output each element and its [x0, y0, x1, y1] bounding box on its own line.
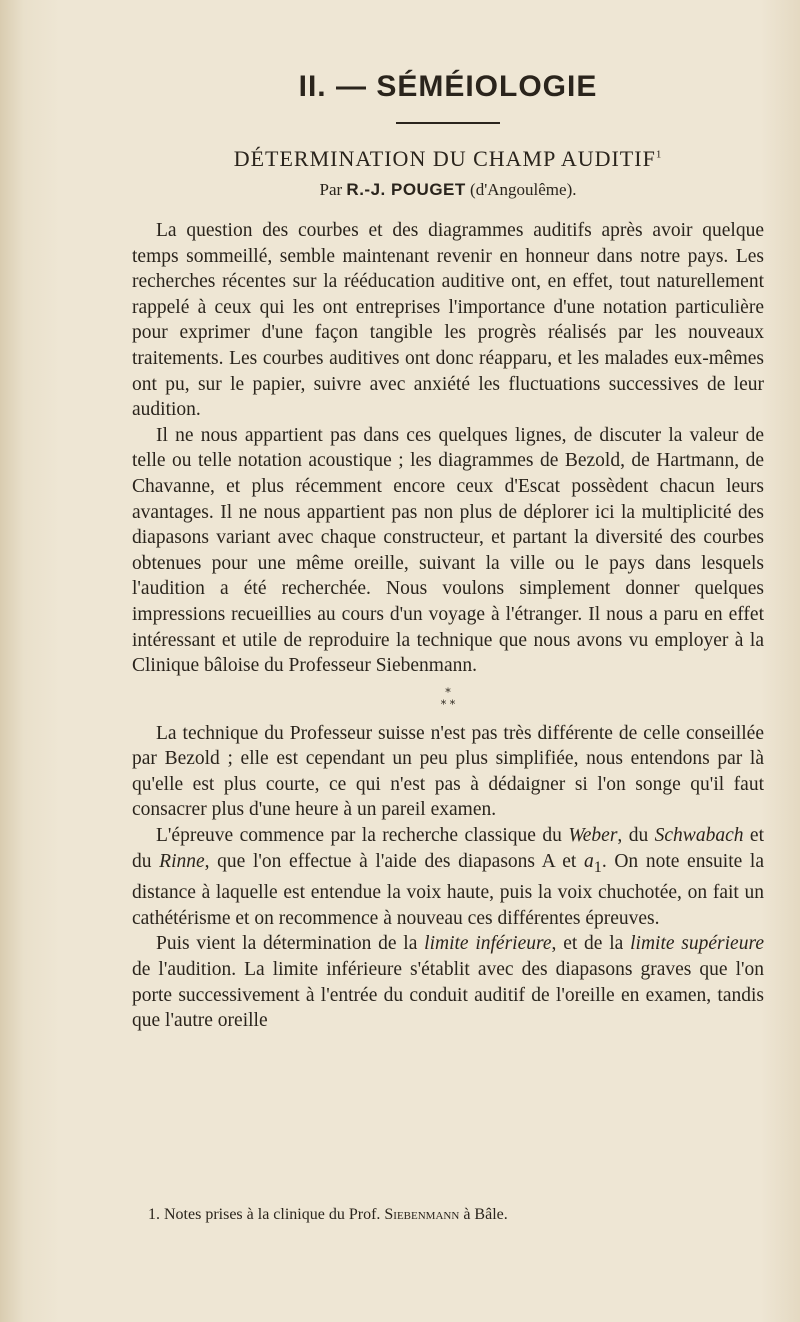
page-content — [132, 70, 764, 1034]
separator-star-top: * — [445, 685, 451, 699]
byline — [132, 180, 764, 200]
separator-stars-bottom: * * — [440, 697, 456, 711]
p5-text-a: Puis vient la détermination de la — [156, 933, 425, 955]
term-rinne: Rinne — [159, 850, 205, 872]
paragraph-4 — [132, 823, 764, 931]
author-affiliation: (d'Angoulême). — [470, 180, 577, 199]
footnote-name: Siebenmann — [384, 1206, 460, 1223]
footnote-text: Notes prises à la clinique du Prof. — [164, 1206, 381, 1223]
footnote-number: 1. — [148, 1206, 160, 1223]
term-a1-subscript: 1 — [593, 857, 602, 876]
p4-text-a: L'épreuve commence par la recherche classique du — [156, 825, 569, 847]
heading-rule — [396, 122, 500, 124]
p4-text-c: et du — [132, 825, 764, 872]
footnote-marker: 1 — [655, 148, 663, 161]
term-a1: a — [583, 850, 594, 872]
p4-text-e: . On note ensuite la distance à laquelle est entendue la voix haute, puis la voix chuchotée, on fait un cathétérisme et on recommence à nouveau ces différentes épreuves. — [132, 850, 764, 929]
p4-text-b: , du — [617, 825, 655, 847]
p5-text-b: , et de la — [551, 933, 631, 955]
term-schwabach: Schwabach — [654, 825, 744, 847]
article-title — [132, 146, 764, 172]
p5-text-c: de l'audition. La limite inférieure s'établit avec des diapasons graves que l'on porte successivement à l'entrée du conduit auditif de l'oreille en examen, tandis que l'autre oreille — [132, 958, 764, 1032]
term-weber: Weber — [568, 825, 618, 847]
paragraph-2: Il ne nous appartient pas dans ces quelques lignes, de discuter la valeur de telle ou telle notation acoustique ; les diagrammes de Bezold, de Hartmann, de Chavanne, et plus récemment encore ceux d'Escat possèdent chacun leurs avantages. Il ne nous appartient pas non plus de déplorer ici la multiplicité des diapasons variant avec chaque constructeur, et partant la diversité des courbes obtenues pour une même oreille, suivant la ville ou le pays dans lesquels l'audition a été recherchée. Nous voulons simplement donner quelques impressions recueillies au cours d'un voyage à l'étranger. Il nous a paru en effet intéressant et utile de reproduire la technique que nous avons vu employer à la Clinique bâloise du Professeur Siebenmann. — [132, 424, 764, 677]
paragraph-1: La question des courbes et des diagrammes auditifs après avoir quelque temps sommeillé, semble maintenant revenir en honneur dans notre pays. Les recherches récentes sur la rééducation auditive ont, en effet, tout naturellement rappelé à ceux qui les ont entreprises l'importance d'une notation particulière pour exprimer d'une façon tangible les progrès réalisés par les nouveaux traitements. Les courbes auditives ont donc réapparu, et les malades eux-mêmes ont pu, sur le papier, suivre avec anxiété les fluctuations successives de leur audition. — [132, 220, 764, 421]
paragraph-5 — [132, 931, 764, 1033]
footnote — [148, 1206, 768, 1224]
footnote-suffix: à Bâle. — [463, 1206, 508, 1223]
p4-text-d: , que l'on effectue à l'aide des diapasons A et — [204, 850, 584, 872]
section-heading: II. — SÉMÉIOLOGIE — [298, 70, 598, 103]
paragraph-3: La technique du Professeur suisse n'est pas très différente de celle conseillée par Bezold ; elle est cependant un peu plus simplifiée, nous entendons par là qu'elle est plus courte, ce qui n'est pas à dédaigner si l'on songe qu'il faut consacrer plus d'une heure à un pareil examen. — [132, 722, 764, 821]
term-limite-inferieure: limite inférieure — [424, 933, 552, 955]
section-separator — [132, 687, 764, 711]
article-title-text: DÉTERMINATION DU CHAMP AUDITIF — [233, 146, 656, 171]
author-name: R.-J. POUGET — [346, 180, 466, 199]
byline-prefix: Par — [319, 180, 343, 199]
term-limite-superieure: limite supérieure — [630, 933, 764, 955]
